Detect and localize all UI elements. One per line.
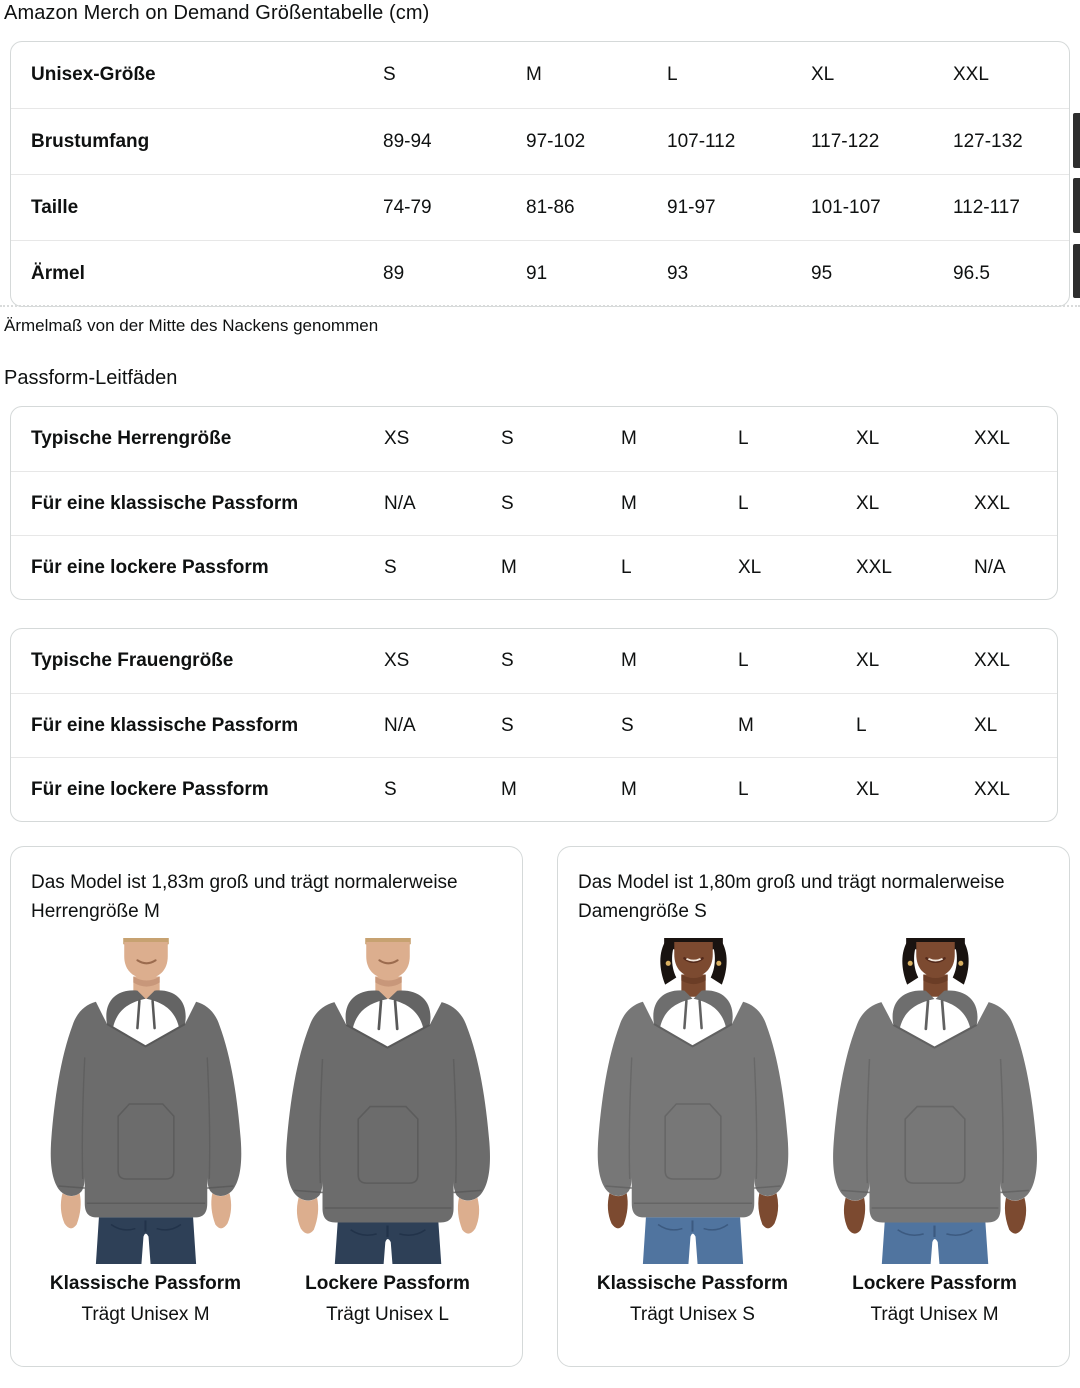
size-cell: XXL — [856, 556, 892, 578]
size-cell: L — [621, 556, 632, 578]
row-label: Ärmel — [31, 262, 85, 284]
size-cell: 96.5 — [953, 262, 990, 284]
size-cell: M — [526, 64, 542, 85]
row-label: Für eine lockere Passform — [31, 778, 269, 800]
size-cell: 89-94 — [383, 130, 432, 152]
row-label: Typische Frauengröße — [31, 650, 234, 671]
size-cell: 89 — [383, 262, 405, 284]
size-cell: 95 — [811, 262, 833, 284]
figures-row — [31, 938, 502, 1331]
table-row — [11, 407, 1057, 471]
size-cell: XXL — [974, 650, 1010, 671]
page-title: Amazon Merch on Demand Größentabelle (cm) — [4, 2, 430, 24]
size-cell: N/A — [384, 492, 416, 514]
model-photo-womens-classic-fit — [579, 938, 807, 1264]
size-cell: 74-79 — [383, 196, 432, 218]
table-row — [11, 757, 1057, 821]
size-cell: XS — [384, 428, 410, 449]
womens-fit-table — [10, 628, 1058, 822]
size-cell: XL — [738, 556, 762, 578]
size-cell: XXL — [974, 492, 1010, 514]
figure-caption — [32, 1268, 260, 1331]
size-cell: M — [621, 492, 637, 514]
figure-fit-label: Lockere Passform — [852, 1273, 1017, 1294]
size-cell: L — [738, 428, 749, 449]
table-row — [11, 42, 1069, 108]
size-cell: S — [501, 492, 514, 514]
size-cell: 81-86 — [526, 196, 575, 218]
row-label: Für eine klassische Passform — [31, 492, 299, 514]
size-cell: S — [383, 64, 396, 85]
mens-fit-table — [10, 406, 1058, 600]
figure-size-label: Trägt Unisex M — [81, 1304, 210, 1326]
size-cell: XL — [856, 428, 880, 449]
size-cell: M — [501, 556, 517, 578]
model-figure — [274, 938, 502, 1331]
table-row — [11, 471, 1057, 535]
size-cell: S — [501, 650, 514, 671]
model-description: Das Model ist 1,80m groß und trägt normalerweise Damengröße S — [578, 872, 1005, 922]
unisex-size-table — [10, 41, 1070, 307]
figure-fit-label: Lockere Passform — [305, 1273, 470, 1294]
size-cell: N/A — [974, 556, 1006, 578]
row-label: Für eine lockere Passform — [31, 556, 269, 578]
size-cell: 107-112 — [667, 130, 736, 152]
figure-size-label: Trägt Unisex M — [870, 1304, 999, 1326]
size-cell: 112-117 — [953, 196, 1020, 218]
size-cell: S — [384, 778, 397, 800]
table-row — [11, 108, 1069, 174]
size-cell: M — [501, 778, 517, 800]
scroll-indicator[interactable] — [1073, 244, 1080, 298]
size-cell: 97-102 — [526, 130, 586, 152]
size-cell: XL — [856, 492, 880, 514]
womens-model-card — [557, 846, 1070, 1367]
model-photo-mens-loose-fit — [274, 938, 502, 1264]
size-cell: S — [501, 714, 514, 736]
figure-size-label: Trägt Unisex S — [630, 1304, 755, 1326]
size-cell: XL — [856, 778, 880, 800]
size-cell: M — [621, 650, 637, 671]
figure-caption — [274, 1268, 502, 1331]
size-cell: 91 — [526, 262, 548, 284]
figures-row — [578, 938, 1049, 1331]
row-label: Typische Herrengröße — [31, 428, 232, 449]
sleeve-measure-note: Ärmelmaß von der Mitte des Nackens genommen — [4, 316, 379, 335]
model-photo-womens-loose-fit — [821, 938, 1049, 1264]
figure-caption — [821, 1268, 1049, 1331]
size-cell: XS — [384, 650, 410, 671]
scroll-indicator[interactable] — [1073, 178, 1080, 233]
table-row — [11, 174, 1069, 240]
size-cell: XL — [811, 64, 835, 85]
row-label: Unisex-Größe — [31, 64, 156, 85]
dotted-divider — [0, 305, 1080, 307]
size-cell: 101-107 — [811, 196, 881, 218]
model-figure — [579, 938, 807, 1331]
table-row — [11, 693, 1057, 757]
model-figure — [821, 938, 1049, 1331]
row-label: Brustumfang — [31, 130, 150, 152]
size-cell: XXL — [974, 428, 1010, 449]
figure-caption — [579, 1268, 807, 1331]
size-cell: L — [667, 64, 678, 85]
size-cell: XL — [974, 714, 998, 736]
row-label: Für eine klassische Passform — [31, 714, 299, 736]
size-cell: 127-132 — [953, 130, 1023, 152]
size-cell: XXL — [974, 778, 1010, 800]
mens-model-card — [10, 846, 523, 1367]
size-cell: L — [738, 650, 749, 671]
size-cell: L — [738, 778, 749, 800]
size-cell: M — [621, 428, 637, 449]
row-label: Taille — [31, 196, 79, 218]
size-cell: XL — [856, 650, 880, 671]
figure-fit-label: Klassische Passform — [49, 1273, 242, 1294]
size-cell: 117-122 — [811, 130, 880, 152]
size-cell: S — [384, 556, 397, 578]
size-cell: L — [856, 714, 867, 736]
figure-fit-label: Klassische Passform — [596, 1273, 789, 1294]
size-cell: XXL — [953, 64, 989, 85]
table-row — [11, 240, 1069, 306]
figure-size-label: Trägt Unisex L — [326, 1304, 449, 1326]
size-cell: M — [621, 778, 637, 800]
scroll-indicator[interactable] — [1073, 113, 1080, 168]
size-cell: 91-97 — [667, 196, 716, 218]
model-cards-row — [10, 846, 1070, 1367]
size-cell: L — [738, 492, 749, 514]
model-photo-mens-classic-fit — [32, 938, 260, 1264]
size-cell: N/A — [384, 714, 416, 736]
table-row — [11, 535, 1057, 599]
size-cell: 93 — [667, 262, 689, 284]
size-cell: S — [501, 428, 514, 449]
fit-guides-heading: Passform-Leitfäden — [4, 367, 178, 389]
model-description: Das Model ist 1,83m groß und trägt normalerweise Herrengröße M — [31, 872, 458, 922]
model-figure — [32, 938, 260, 1331]
size-cell: S — [621, 714, 634, 736]
size-cell: M — [738, 714, 754, 736]
table-row — [11, 629, 1057, 693]
